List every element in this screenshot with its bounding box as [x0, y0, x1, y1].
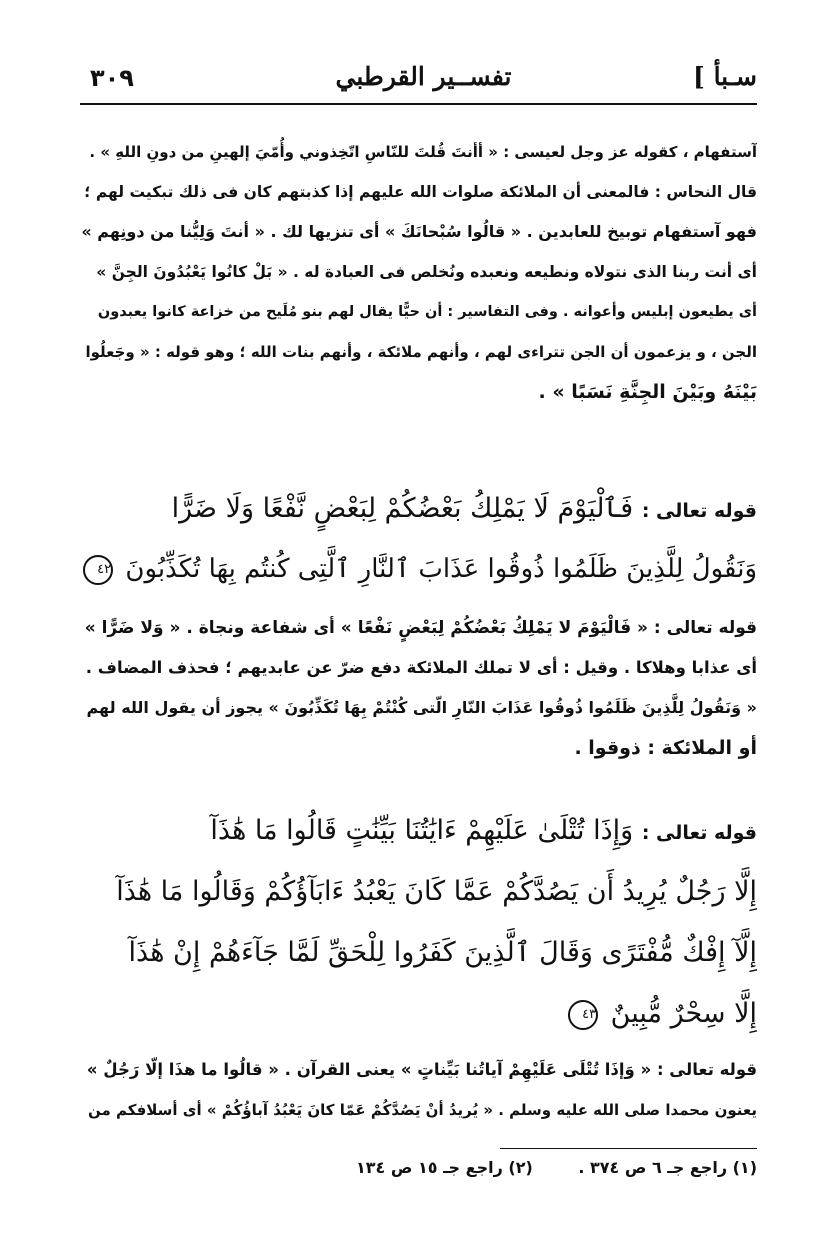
footnote-2: (٢) راجع جـ ١٥ ص ١٣٤: [356, 1158, 533, 1177]
verse-lead: قوله تعالى :: [641, 500, 757, 522]
text-line: يعنون محمدا صلى الله عليه وسلم . « يُريدُ أنْ يَصُدَّكُمْ عَمّا كانَ يَعْبُدُ آباؤُكُمْ » أى أسلافكم من: [87, 1101, 757, 1119]
verse-line: إِلَّآ إِفْكٌ مُّفْتَرًى وَقَالَ ٱلَّذِينَ كَفَرُوا لِلْحَقِّ لَمَّا جَآءَهُمْ إِنْ هَٰذَآ: [128, 937, 757, 968]
verse-text: فَٱلْيَوْمَ لَا يَمْلِكُ بَعْضُكُمْ لِبَعْضٍ نَّفْعًا وَلَا ضَرًّا: [171, 493, 634, 524]
text-line: أو الملائكة : ذوقوا .: [574, 737, 757, 759]
footnotes: [80, 1158, 757, 1177]
verse-text: إِلَّا سِحْرٌ مُّبِينٌ: [610, 998, 757, 1029]
text-line: أى يطيعون إبليس وأعوانه . وفى التفاسير : أن حيًّا يقال لهم بنو مُلَيح من خزاعة كانوا يعبدون: [97, 304, 757, 320]
ayah-number-mark: ٤٣: [568, 1000, 598, 1030]
ayah-number-mark: ٤٢: [83, 555, 113, 585]
text-line: قوله تعالى : « وَإذَا تُتْلَى عَلَيْهِمْ آياتُنا بَيِّناتٍ » يعنى القرآن . « قالُوا ما هذَا إلّا رَجُلٌ »: [86, 1060, 757, 1079]
verse-line: [80, 983, 757, 1044]
header-rule: [80, 103, 757, 105]
text-line: « وَنَقُولُ لِلَّذِينَ ظَلَمُوا ذُوقُوا عَذَابَ النّارِ الّتى كُنْتُمْ بِهَا تُكَذِّبُونَ » يجوز أن يقول الله لهم: [86, 698, 757, 717]
verse-43-block: [80, 800, 757, 1044]
verse-line: [80, 539, 757, 600]
verse-42-block: [80, 478, 757, 600]
text-line: أى أنت ربنا الذى نتولاه ونطيعه ونعبده ونُخلص فى العبادة له . « بَلْ كانُوا يَعْبُدُونَ الجِنَّ »: [96, 263, 757, 281]
verse-line: إِلَّا رَجُلٌ يُرِيدُ أَن يَصُدَّكُمْ عَمَّا كَانَ يَعْبُدُ ءَابَآؤُكُمْ وَقَالُوا مَا هَٰذَآ: [116, 876, 757, 907]
footnote-rule: [500, 1148, 757, 1149]
verse-line: [80, 800, 757, 861]
commentary-paragraph-3: [80, 1050, 757, 1130]
page-number: ٣٠٩: [90, 64, 134, 92]
text-line: الجن ، و يزعمون أن الجن تتراءى لهم ، وأنهم ملائكة ، وأنهم بنات الله ؛ وهو قوله : « وجَعلُوا: [85, 343, 757, 361]
text-line: قال النحاس : فالمعنى أن الملائكة صلوات الله عليهم إذا كذبتهم كان فى ذلك تبكيت لهم ؛: [84, 183, 757, 201]
text-line: قوله تعالى : « فَالْيَوْمَ لا يَمْلِكُ بَعْضُكُمْ لِبَعْضٍ نَفْعًا » أى شفاعة ونجاة . « وَلا ضَرًّا »: [84, 618, 757, 638]
book-title: تفســير القرطبي: [335, 62, 512, 91]
verse-lead: قوله تعالى :: [641, 822, 757, 844]
verse-text: وَإِذَا تُتْلَىٰ عَلَيْهِمْ ءَايَٰتُنَا بَيِّنَٰتٍ قَالُوا مَا هَٰذَآ: [210, 815, 634, 846]
commentary-paragraph-2: [80, 608, 757, 768]
text-line: آستفهام ، كقوله عز وجل لعيسى : « أأنتَ قُلتَ للنّاسِ اتّخِذوني وأُمّيَ إلهينِ من دونِ اللهِ » .: [89, 143, 757, 161]
page-header: [90, 62, 757, 102]
verse-text: وَنَقُولُ لِلَّذِينَ ظَلَمُوا ذُوقُوا عَذَابَ ٱلنَّارِ ٱلَّتِى كُنتُم بِهَا تُكَذِّبُونَ: [125, 554, 757, 584]
surah-name: سـبأ ]: [693, 62, 757, 91]
text-line: بَيْنَهُ وبَيْنَ الجِنَّةِ نَسَبًا » .: [538, 381, 757, 403]
verse-line: [80, 478, 757, 539]
footnote-1: (١) راجع جـ ٦ ص ٣٧٤ .: [578, 1158, 757, 1177]
commentary-paragraph-1: [80, 132, 757, 412]
text-line: أى عذابا وهلاكا . وقيل : أى لا تملك الملائكة دفع ضرّ عن عابديهم ؛ فحذف المضاف .: [85, 658, 757, 677]
text-line: فهو آستفهام توبيخ للعابدين . « قالُوا سُبْحانَكَ » أى تنزيها لك . « أنتَ وَلِيُّنا من دونِهم »: [81, 222, 757, 241]
